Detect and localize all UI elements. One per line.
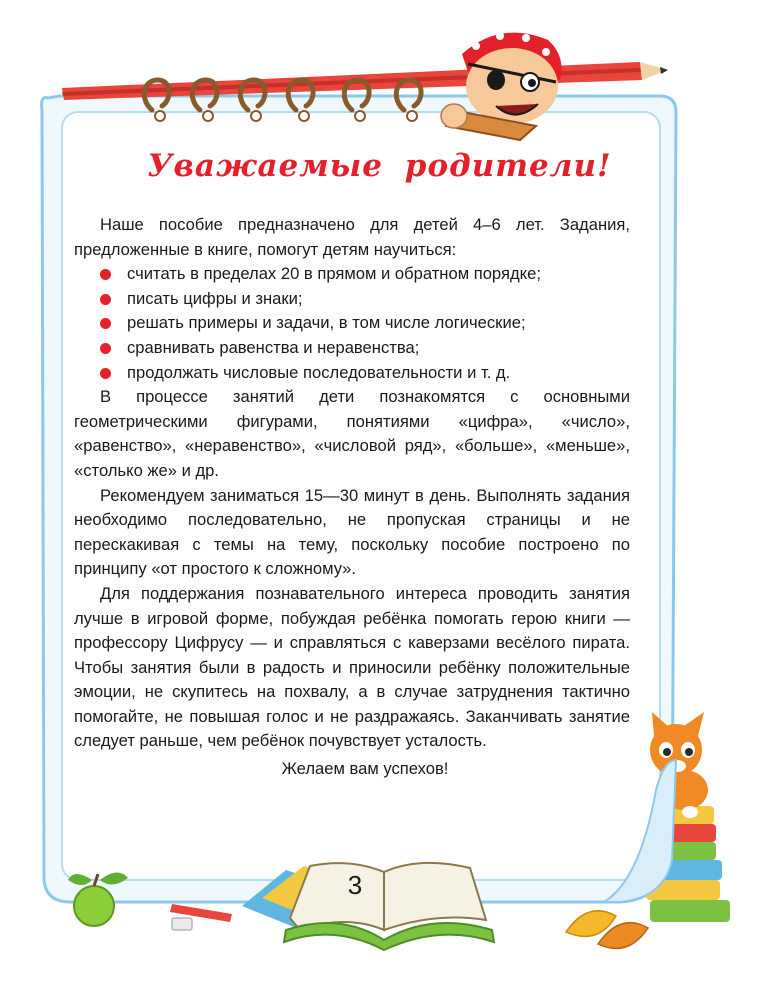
bullet-dot-icon	[100, 294, 111, 305]
list-item: продолжать числовые последовательности и т. д.	[100, 361, 630, 386]
open-book-icon	[242, 863, 494, 950]
eraser-icon	[170, 904, 232, 930]
intro-paragraph: Наше пособие предназначено для детей 4–6 лет. Задания, предложенные в книге, помогут детям научиться:	[74, 215, 630, 259]
list-item: решать примеры и задачи, в том числе логические;	[100, 311, 630, 336]
list-item: писать цифры и знаки;	[100, 287, 630, 312]
bullet-dot-icon	[100, 368, 111, 379]
skills-list	[74, 262, 630, 385]
bullet-dot-icon	[100, 269, 111, 280]
closing-wish: Желаем вам успехов!	[281, 759, 449, 779]
body-text	[74, 213, 630, 782]
play-paragraph: Для поддержания познавательного интереса проводить занятия лучше в игровой форме, побуждая ребёнка помогать герою книги — профессору Цифрусу — и справляться с каверзами весёлого пирата. Чтобы занятия были в радость и приносили ребёнку положительные эмоции, не скупитесь на похвалу, а в случае затруднения тактично помогайте, не повышая голос и не раздражаясь. Заканчивать занятие следует раньше, чем ребёнок почувствует усталость.	[74, 583, 630, 751]
list-item: считать в пределах 20 в прямом и обратном порядке;	[100, 262, 630, 287]
page-title: Уважаемые родители!	[147, 148, 612, 184]
bullet-dot-icon	[100, 318, 111, 329]
concepts-paragraph: В процессе занятий дети познакомятся с основными геометрическими фигурами, понятиями «цифра», «число», «равенство», «неравенство», «числовой ряд», «больше», «меньше», «столько же» и др.	[74, 387, 630, 480]
leaves-icon	[566, 911, 648, 949]
list-item: сравнивать равенства и неравенства;	[100, 336, 630, 361]
schedule-paragraph: Рекомендуем заниматься 15—30 минут в день. Выполнять задания необходимо последовательно, не пропуская страницы и не перескакивая с темы на тему, поскольку пособие построено по принципу «от простого к сложному».	[74, 485, 630, 579]
page-number: 3	[347, 870, 363, 900]
bullet-dot-icon	[100, 343, 111, 354]
